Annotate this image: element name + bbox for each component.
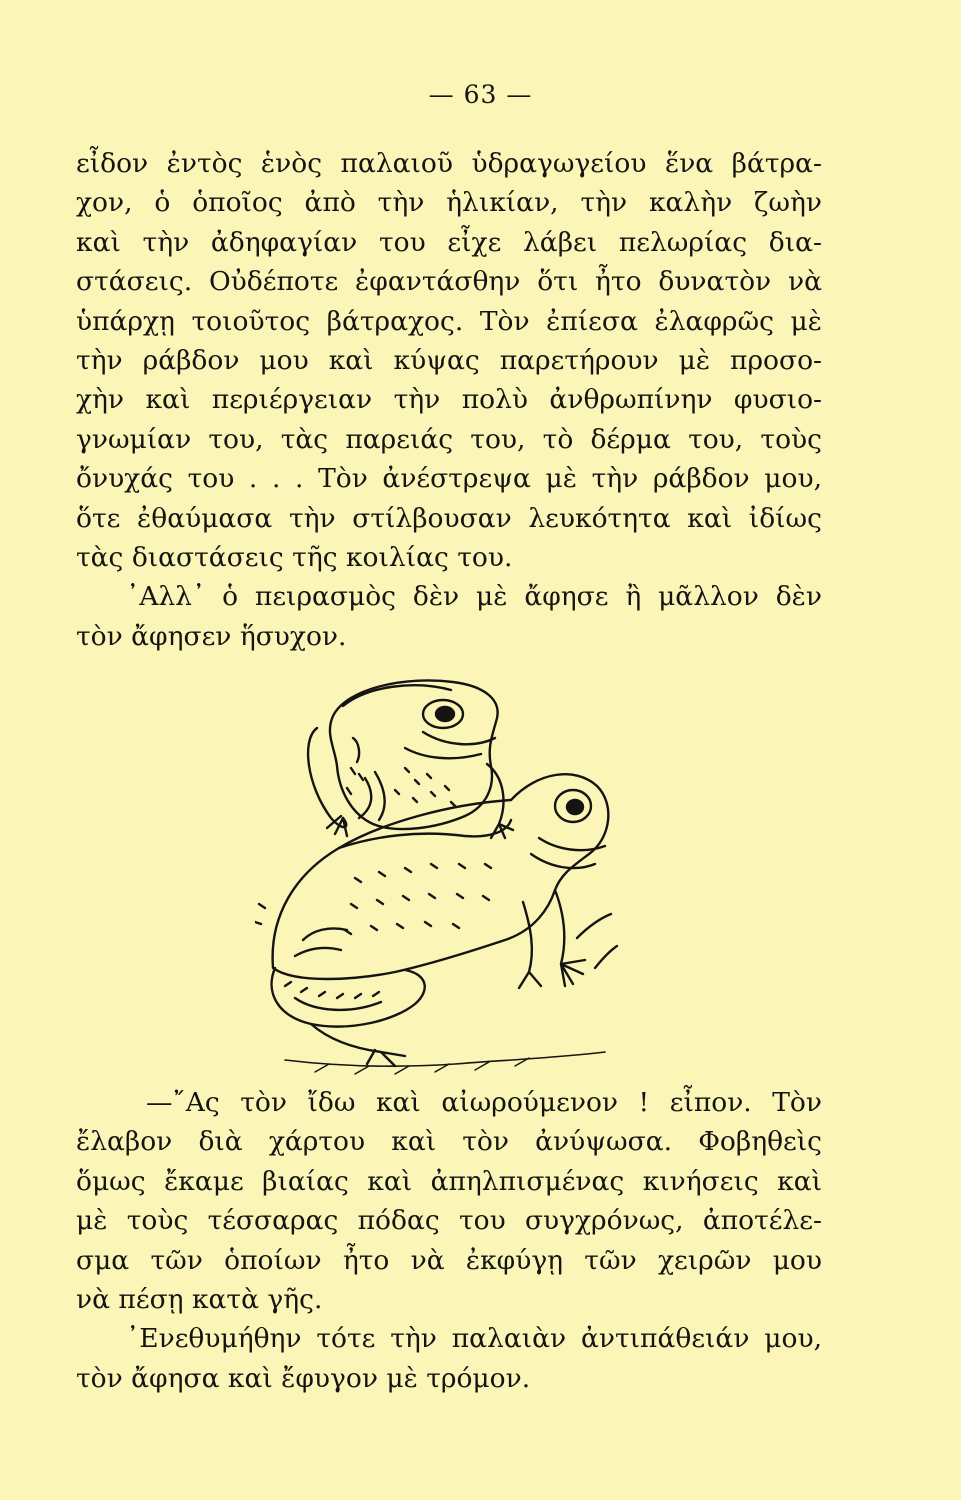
text-line: μὲ τοὺς τέσσαρας πόδας του συγχρόνως, ἀποτέλε-: [76, 1205, 822, 1237]
text-block-bottom: [76, 1083, 822, 1398]
text-line: ὅτε ἐθαύμασα τὴν στίλβουσαν λευκότητα καὶ ἰδίως: [76, 502, 822, 534]
text-line: ὄνυχάς του . . . Τὸν ἀνέστρεψα μὲ τὴν ράβδον μου,: [76, 463, 822, 495]
text-line: τὸν ἄφησα καὶ ἔφυγον μὲ τρόμον.: [76, 1362, 531, 1394]
text-line: τὴν ράβδον μου καὶ κύψας παρετήρουν μὲ προσο-: [76, 344, 822, 376]
text-line: ἔλαβον διὰ χάρτου καὶ τὸν ἀνύψωσα. Φοβηθεὶς: [76, 1126, 822, 1158]
text-line: τὸν ἄφησεν ἥσυχον.: [76, 620, 347, 652]
text-line: καὶ τὴν ἀδηφαγίαν του εἶχε λάβει πελωρίας δια-: [76, 226, 822, 258]
text-line: νὰ πέσῃ κατὰ γῆς.: [76, 1283, 323, 1315]
text-line: στάσεις. Οὐδέποτε ἐφαντάσθην ὅτι ἦτο δυνατὸν νὰ: [76, 266, 822, 298]
text-line: γνωμίαν του, τὰς παρειάς του, τὸ δέρμα του, τοὺς: [76, 423, 822, 455]
text-line: σμα τῶν ὁποίων ἦτο νὰ ἐκφύγῃ τῶν χειρῶν μου: [76, 1244, 822, 1276]
text-line: τὰς διαστάσεις τῆς κοιλίας του.: [76, 541, 513, 573]
text-line: ᾿Ενεθυμήθην τότε τὴν παλαιὰν ἀντιπάθειάν μου,: [126, 1323, 822, 1355]
small-frog-icon: [308, 680, 513, 838]
text-line: ᾿Αλλ᾿ ὁ πειρασμὸς δὲν μὲ ἄφησε ἢ μᾶλλον δὲν: [126, 581, 822, 613]
text-line: χον, ὁ ὁποῖος ἀπὸ τὴν ἡλικίαν, τὴν καλὴν ζωὴν: [76, 187, 822, 219]
text-line: εἶδον ἐντὸς ἑνὸς παλαιοῦ ὑδραγωγείου ἕνα βάτρα-: [76, 148, 822, 179]
text-line: ὑπάρχῃ τοιοῦτος βάτραχος. Τὸν ἐπίεσα ἐλαφρῶς μὲ: [76, 305, 822, 337]
page-number: — 63 —: [428, 80, 533, 109]
text-line: χὴν καὶ περιέργειαν τὴν πολὺ ἀνθρωπίνην φυσιο-: [76, 384, 822, 416]
frogs-illustration: [255, 668, 625, 1078]
text-line: —῎Ας τὸν ἴδω καὶ αἰωρούμενον ! εἶπον. Τὸν: [146, 1087, 822, 1118]
text-line: ὅμως ἔκαμε βιαίας καὶ ἀπηλπισμένας κινήσεις καὶ: [76, 1165, 822, 1197]
large-frog-icon: [255, 774, 617, 1066]
text-block-top: [76, 144, 822, 656]
